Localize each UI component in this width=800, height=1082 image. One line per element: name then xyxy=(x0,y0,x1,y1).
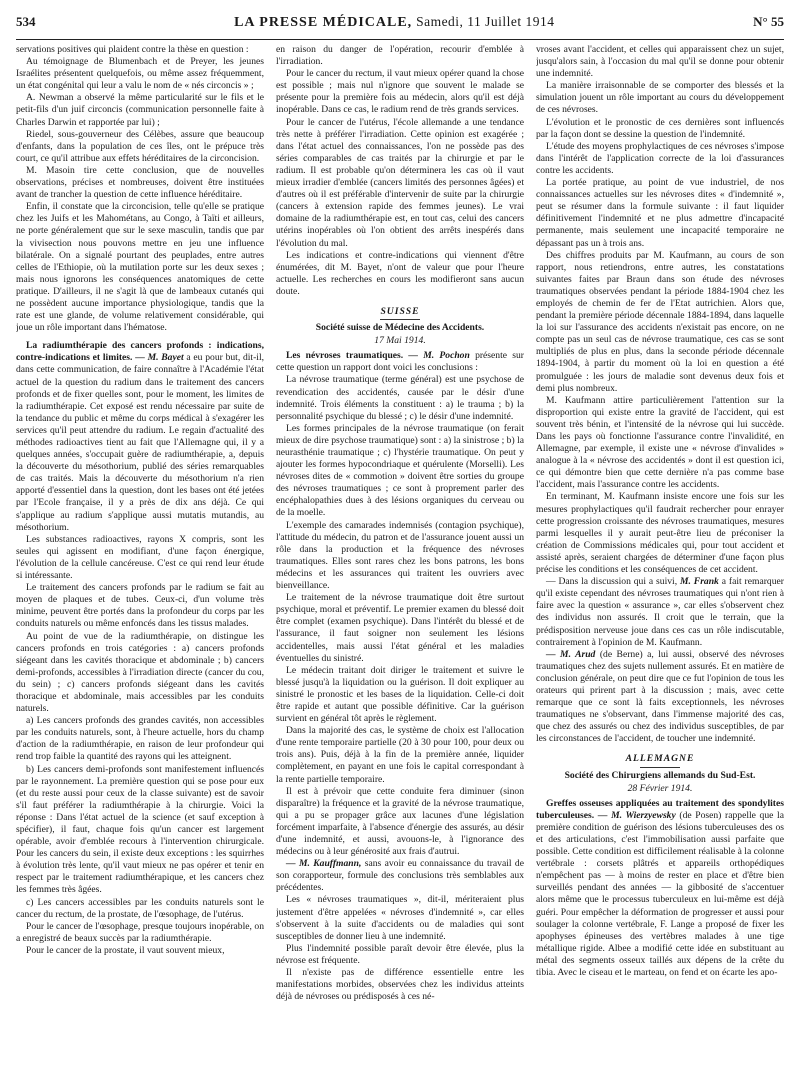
column-3 xyxy=(536,44,784,1076)
paragraph: vroses avant l'accident, et celles qui apparaissent chez un sujet, jusqu'alors sain, à l'occasion du mal qu'il se donne pour obtenir une indemnité. xyxy=(536,44,784,80)
section-heading: SUISSE xyxy=(380,305,420,317)
paragraph: Il n'existe pas de différence essentielle entre les manifestations morbides, observées chez les individus atteints déjà de névroses ou prédisposés à ces né- xyxy=(276,967,524,1003)
paragraph: Riedel, sous-gouverneur des Célèbes, assure que beaucoup d'enfants, dans la population de ces îles, ont le prépuce très court, ce qu'il attribue aux effets héréditaires de la circoncision. xyxy=(16,128,264,164)
paragraph: L'exemple des camarades indemnisés (contagion psychique), l'attitude du médecin, du patron et de l'assurance jouent aussi un rôle dans la production et la fréquence des névroses traumatiques. Elles sont rares chez les bons patrons, les bons médecins et les assurances qui traitent les ouvriers avec bienveillance. xyxy=(276,519,524,592)
divider xyxy=(380,319,420,320)
article-paragraph xyxy=(276,350,524,374)
article-title: Les névroses traumatiques. xyxy=(286,350,404,362)
paragraph: Les indications et contre-indications qui viennent d'être énumérées, dit M. Bayet, n'ont de valeur que pour l'heure actuelle. Les recherches en cours les modifieront sans aucun doute. xyxy=(276,249,524,297)
paragraph: Enfin, il constate que la circoncision, telle qu'elle se pratique chez les Juifs et les Mahométans, au Congo, à Taïti et ailleurs, ne porte généralement que sur le sexe masculin, tandis que par la vivisection nous pouvons mettre en jeu une influence bilatérale. On a signalé pourtant des peuplades, entre autres celles de l'Ethiopie, où la mutilation porte sur les deux sexes ; mais nous ignorons les conséquences anatomiques de cette pratique. D'ailleurs, il ne s'agit là que de lambeaux cutanés qui ne possèdent aucune importance physiologique, tandis que la rate est une glande, de volume relativement considérable, qui joue un rôle important dans l'hématose. xyxy=(16,201,264,334)
article-text: (de Posen) rappelle que la première condition de guérison des lésions tuberculeuses des os et des articulations, c'est l'immobilisation aussi parfaite que possible. Cette condition est difficilement réalisable à la colonne vertébrale : corsets plâtrés et appareils orthopédiques n'empêchent pas — à moins de rester en place et d'être bien surveillés pendant des années — la gibbosité de s'accentuer alors même que le processus tuberculeux en lui-même est déjà guéri. Pour empêcher la déformation de progresser et aussi pour soulager la colonne vertébrale, F. Lange a proposé de fixer les apophyses épineuses des vertèbres malades à une tige métallique rigide. Albee a modifié cette idée en substituant au métal des segments osseux taillés aux dépens de la crête du tibia. Avec le ciseau et le marteau, on fend et on écarte les apo- xyxy=(536,809,784,979)
paragraph: Pour le cancer du rectum, il vaut mieux opérer quand la chose est possible ; mais nul n'ignore que souvent le malade se présente pour la première fois au médecin, alors qu'il est déjà inopérable. Dans ce cas, le radium rend de très grands services. xyxy=(276,68,524,116)
text-columns xyxy=(16,44,784,1076)
article-text: sans avoir eu connaissance du travail de son corapporteur, formule des conclusions très semblables aux précédentes. xyxy=(276,858,524,894)
article-author: — M. Bayet xyxy=(135,352,184,364)
paragraph: La portée pratique, au point de vue industriel, de nos connaissances actuelles sur les névroses dites « d'indemnité », peut se résumer dans la formule suivante : il faut liquider définitivement l'indemnité et ne plus admettre d'incapacité permanente, mais seulement une incapacité temporaire ne dépassant pas un à trois ans. xyxy=(536,177,784,249)
paragraph: La névrose traumatique (terme général) est une psychose de revendication des accidentés, causée par le désir d'une indemnité. Trois éléments la constituent : a) le trauma ; b) la personnalité psychique du blessé ; c) le désir d'une indemnité. xyxy=(276,374,524,422)
paragraph: a) Les cancers profonds des grandes cavités, non accessibles par les conduits naturels, sont, à l'heure actuelle, hors du champ d'action de la radiumthérapie, en raison de leur profondeur qui rend trop faible la quantité des rayons qui les atteignent. xyxy=(16,715,264,763)
paragraph: c) Les cancers accessibles par les conduits naturels sont le cancer du rectum, de la prostate, de l'œsophage, de l'utérus. xyxy=(16,896,264,920)
paragraph: Le traitement des cancers profonds par le radium se fait au moyen de plaques et de tubes. Ceux-ci, d'un volume très minime, peuvent être portés dans la profondeur du corps par les conduits naturels ou même enfoncés dans les tissus malades. xyxy=(16,582,264,630)
paragraph: La manière irraisonnable de se comporter des blessés et la simulation jouent un rôle important au cours du développement de ces névroses. xyxy=(536,80,784,116)
paragraph: L'évolution et le pronostic de ces dernières sont influencés par la façon dont se dessine la question de l'indemnité. xyxy=(536,116,784,140)
paragraph: Le traitement de la névrose traumatique doit être surtout psychique, moral et préventif. Le premier examen du blessé doit être complet (examen psychique). Dans l'intérêt du blessé et de l'assurance, il faut soigner non seulement les lésions accidentelles, mais aussi l'état général et les maladies éventuelles du sinistré. xyxy=(276,592,524,664)
paragraph: Pour le cancer de l'œsophage, presque toujours inopérable, on a enregistré de beaux succès par la radiumthérapie. xyxy=(16,920,264,944)
paragraph: Au témoignage de Blumenbach et de Preyer, les jeunes Israélites présentent quelquefois, ou même assez fréquemment, un état congénital qui leur a valu le nom de « nés circoncis » ; xyxy=(16,56,264,92)
paragraph: Pour le cancer de l'utérus, l'école allemande a une tendance très nette à préférer l'irradiation. Cette opinion est exagérée ; dans l'état actuel des connaissances, l'on ne possède pas des séries comparables de cas traités par la chirurgie et par le radium. Il est probable qu'on déterminera les cas où il vaut mieux irradier d'emblée (cancers limités des personnes âgées) et d'autres où il est préférable d'intervenir de suite par la chirurgie (cancers à extension rapide des femmes jeunes). Le vrai domaine de la radiumthérapie est, en tout cas, celui des cancers utérins inopérables où l'on obtient des arrêts inespérés dans l'évolution du mal. xyxy=(276,116,524,249)
article-paragraph xyxy=(536,649,784,746)
paragraph: Les formes principales de la névrose traumatique (on ferait mieux de dire psychose traumatique) sont : a) la sinistrose ; b) la neurasthénie traumatique ; c) l'hystérie traumatique. On peut y ajouter les formes hypocondriaque et quérulente (Morselli). Les névroses dites de « commotion » doivent être sorties du groupe des névroses traumatiques ; ce sont à proprement parler des encéphalopathies dues à des lésions organiques du cerveau ou de la moelle. xyxy=(276,422,524,519)
paragraph: M. Masoin tire cette conclusion, que de nouvelles observations, précises et nombreuses, doivent être instituées avant de trancher la question de cette influence héréditaire. xyxy=(16,164,264,201)
paragraph: En terminant, M. Kaufmann insiste encore une fois sur les mesures prophylactiques qu'il faudrait rechercher pour enrayer cette progression croissante des névroses traumatiques, mesures parmi lesquelles il y aurait peut-être lieu de préconiser la création de Commissions médicales qui, pour tout accident et assisté après, seraient chargées de déterminer d'une façon plus précise les conditions et les conséquences de cet accident. xyxy=(536,491,784,576)
article-author: — M. Pochon xyxy=(408,350,470,362)
section-heading: ALLEMAGNE xyxy=(625,753,695,765)
article-title: La radiumthérapie des cancers profonds : indications, contre-indications et limites. xyxy=(16,340,264,364)
column-1 xyxy=(16,44,264,1076)
journal-name: LA PRESSE MÉDICALE, xyxy=(234,15,413,30)
article-author: M. Frank xyxy=(679,576,719,588)
article-text: — Dans la discussion qui a suivi, xyxy=(546,576,678,588)
paragraph: servations positives qui plaident contre la thèse en question : xyxy=(16,44,249,55)
article-text: présente sur cette question un rapport dont voici les conclusions : xyxy=(276,350,524,374)
article-text: (de Berne) a, lui aussi, observé des névroses traumatiques chez des sujets nullement assurés. Et en matière de conclusion générale, on peut dire que ce fut l'opinion de tous les orateurs qui prirent part à la discussion ; mais, avec cette remarque que ce sont là faits exceptionnels, les névroses traumatiques ne s'observant, dans l'immense majorité des cas, que chez des assurés ou chez des individus susceptibles, de par les circonstances de l'accident, de toucher une indemnité. xyxy=(536,648,784,745)
paragraph: b) Les cancers demi-profonds sont manifestement influencés par le rayonnement. La première question qui se pose pour eux (et du reste aussi pour ceux de la classe suivante) est de savoir s'il faut préférer la radiumthérapie à la chirurgie. Voici la réponse : Dans l'état actuel de la science (et sauf exception à spécifier), il faut, chaque fois qu'un cancer est largement opérable, avoir d'emblée recours à l'intervention chirurgicale. Pour les cancers du sein, il existe deux exceptions : les squirrhes à évolution très lente, qu'il vaut mieux ne pas opérer et tenir en respect par le traitement radiumthérapique, et les cancers chez les femmes très âgées. xyxy=(16,763,264,896)
paragraph: Pour le cancer de la prostate, il vaut souvent mieux, xyxy=(26,944,225,956)
article-paragraph xyxy=(276,858,524,894)
session-date: 28 Février 1914. xyxy=(627,782,693,794)
paragraph: A. Newman a observé la même particularité sur le fils et le petit-fils d'un juif circoncis (communication personnelle faite à Charles Darwin et rapportée par lui) ; xyxy=(16,92,264,128)
paragraph: Les « névroses traumatiques », dit-il, mériteraient plus justement d'être appelées « névroses d'indemnité », car elles s'observent à la suite d'accidents ou de maladies qui sont susceptibles de donner lieu à une indemnité. xyxy=(276,894,524,942)
paragraph: L'étude des moyens prophylactiques de ces névroses s'impose dans l'intérêt de l'application correcte de la loi d'assurances contre les accidents. xyxy=(536,140,784,176)
article-paragraph xyxy=(536,798,784,979)
issue-date: Samedi, 11 Juillet 1914 xyxy=(416,14,555,29)
paragraph: en raison du danger de l'opération, recourir d'emblée à l'irradiation. xyxy=(276,44,524,68)
society-heading: Société suisse de Médecine des Accidents. xyxy=(315,322,485,334)
divider xyxy=(640,767,680,768)
column-2 xyxy=(276,44,524,1076)
article-paragraph xyxy=(536,576,784,649)
article-paragraph xyxy=(16,340,264,534)
paragraph: Des chiffres produits par M. Kaufmann, au cours de son rapport, nous retiendrons, entre autres, les constatations suivantes faites par Braun dans son étude des névroses traumatiques observées pendant la période 1884-1904 chez les employés de chemin de fer de l'Etat autrichien. Alors que, pendant la première période décennale 1884-1894, dans laquelle la loi sur l'assurance des accidents n'existait pas encore, on ne compte pas un seul cas de névrose traumatique, ces cas se sont multipliés de plus en plus, dans la seconde période décennale 1894-1904, à partir du moment où la loi en question a été promulguée : les jours de maladie sont devenus deux fois et demi plus nombreux. xyxy=(536,249,784,394)
page-header xyxy=(16,14,784,40)
paragraph: Le médecin traitant doit diriger le traitement et suivre le blessé jusqu'à la liquidation ou la guérison. Il doit expliquer au sinistré le pronostic et les bases de la liquidation. Celle-ci doit être rapide et autant que possible définitive. Car la guérison survient en général tôt après le règlement. xyxy=(276,664,524,725)
paragraph: Il est à prévoir que cette conduite fera diminuer (sinon disparaître) la fréquence et la gravité de la névrose traumatique, qui a pu se propager grâce aux lacunes d'une législation forcément imparfaite, à l'absence d'énergie des assurés, au désir d'une indemnité, et aussi, avouons-le, à l'ignorance des médecins ou à leur générosité aux frais d'autrui. xyxy=(276,785,524,858)
page-number: 534 xyxy=(16,14,36,29)
society-heading: Société des Chirurgiens allemands du Sud-Est. xyxy=(564,769,756,781)
article-author: — M. Arud xyxy=(546,648,596,660)
paragraph: Au point de vue de la radiumthérapie, on distingue les cancers profonds en trois catégories : a) cancers profonds siégeant dans les cavités thoracique et abdominale ; b) cancers demi-profonds, accessibles à l'irradiation directe (cancer du cou, du sein) ; c) cancers profonds siégeant dans les cavités thoracique et abdominale, mais accessibles par les conduits naturels. xyxy=(16,630,264,715)
article-author: — M. Kauffmann, xyxy=(286,858,362,870)
issue-number: N° 55 xyxy=(753,14,784,29)
paragraph: Les substances radioactives, rayons X compris, sont les seules qui agissent en modifiant, d'une façon énergique, l'évolution de la cellule cancéreuse. C'est ce qui rend leur étude si intéressante. xyxy=(16,533,264,582)
article-title: Greffes osseuses appliquées au traitement des spondylites tuberculeuses. xyxy=(536,797,784,821)
running-title xyxy=(234,14,554,31)
article-text: a fait remarquer qu'il existe cependant des névroses traumatiques qui n'ont rien à faire avec la question « assurance », car elles s'observent chez des individus non assurés. Il croit que le terrain, que la prédisposition nerveuse joue dans ces cas un rôle indiscutable, contrairement à l'opinion de M. Kaufmann. xyxy=(536,576,784,648)
article-text: a eu pour but, dit-il, dans cette communication, de faire connaître à l'Académie l'état actuel de la question du radium dans le traitement des cancers profonds et de fixer quelles sont, pour le moment, les limites de la radiumthérapie. Cet exposé est rendu nécessaire par suite de la tendance du public et même du corps médical à s'exagérer les services qu'il peut attendre du radium. Le regain d'actualité des méthodes radioactives tient au fait que l'Allemagne qui, il y a quelques années, s'occupait guère de radiumthérapie, a, depuis la découverte du mésothorium, publié des séries remarquables de cas traités. Mais la découverte du mésothorium n'a rien apporté d'essentiel dans la question, dont les bases ont été jetées par l'Ecole française, il y a près de dix ans déjà. Ce qui s'applique au radium s'applique aussi mutatis mutandis, au mésothorium. xyxy=(16,352,264,533)
paragraph: Dans la majorité des cas, le système de choix est l'allocation d'une rente temporaire partielle (20 à 30 pour 100, pour deux ou trois ans). Puis, déjà à la fin de la première année, liquider complètement, en payant en une fois le capital correspondant à la rente partielle temporaire. xyxy=(276,725,524,785)
paragraph: Plus l'indemnité possible paraît devoir être élevée, plus la névrose est fréquente. xyxy=(276,942,524,966)
session-date: 17 Mai 1914. xyxy=(374,335,426,347)
article-author: — M. Wierzyewsky xyxy=(597,809,676,821)
paragraph: M. Kaufmann attire particulièrement l'attention sur la disproportion qui existe entre la gravité de l'accident, qui est souvent très bénin, et l'intensité de la névrose qui lui succède. Dans les pays où fonctionne l'assurance contre l'invalidité, en Allemagne, par exemple, il existe une « névrose d'invalides » analogue à la « névrose des accidentés » dont il est question ici, ce qui démontre bien que cette dernière n'a pas comme base l'accident, mais l'assurance contre les accidents. xyxy=(536,394,784,491)
